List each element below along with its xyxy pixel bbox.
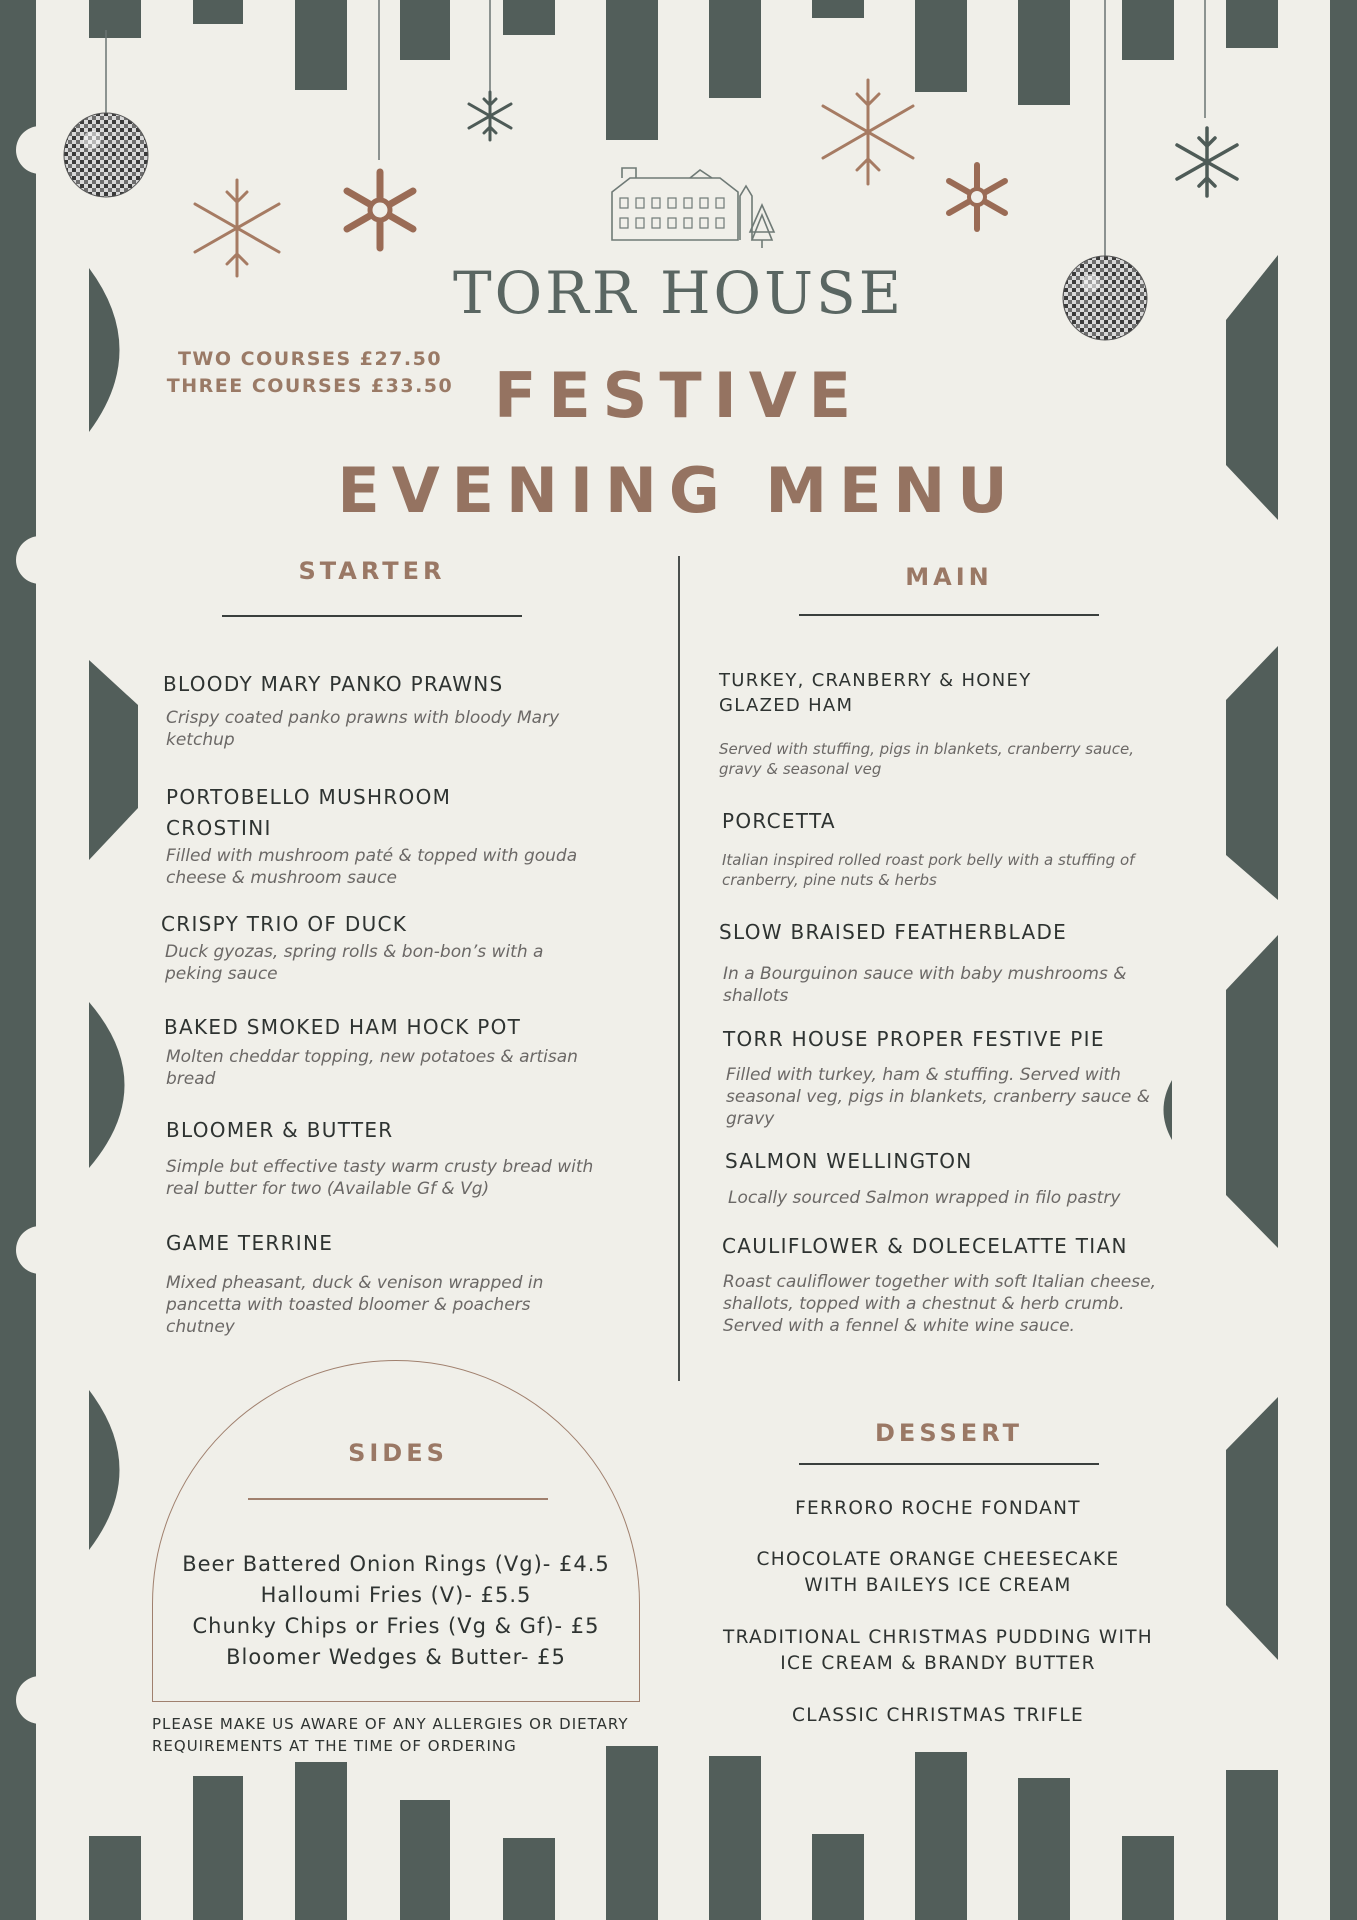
dessert-item: FERRORO ROCHE FONDANT [795,1498,1081,1519]
main-item-name: CAULIFLOWER & DOLECELATTE TIAN [722,1234,1128,1258]
starter-item-desc: Mixed pheasant, duck & venison wrapped in pancetta with toasted bloomer & poachers chutney [166,1273,544,1337]
starter-item-name: BAKED SMOKED HAM HOCK POT [164,1015,522,1039]
starter-item-name: BLOODY MARY PANKO PRAWNS [163,672,504,696]
main-item-name: PORCETTA [722,809,836,833]
allergy-note: PLEASE MAKE US AWARE OF ANY ALLERGIES OR DIETARY REQUIREMENTS AT THE TIME OF ORDERING [152,1715,629,1755]
dessert-item: CHOCOLATE ORANGE CHEESECAKE WITH BAILEYS ICE CREAM [756,1549,1120,1596]
sides-list [152,1549,640,1673]
price-three-courses: THREE COURSES £33.50 [166,375,454,397]
main-item-name: TORR HOUSE PROPER FESTIVE PIE [723,1027,1105,1051]
starter-item-name: GAME TERRINE [166,1231,334,1255]
main-heading: MAIN [905,563,993,591]
starter-item-name: BLOOMER & BUTTER [166,1118,394,1142]
starter-divider [222,615,522,617]
main-item-desc: In a Bourguinon sauce with baby mushrooms & shallots [723,964,1127,1006]
starter-heading: STARTER [298,557,446,585]
starter-item-desc: Simple but effective tasty warm crusty bread with real butter for two (Available Gf & Vg) [166,1157,594,1199]
price-two-courses: TWO COURSES £27.50 [177,348,443,370]
column-divider [678,556,680,1381]
brand-name: TORR HOUSE [452,259,905,327]
starter-item-desc: Duck gyozas, spring rolls & bon-bon’s with a peking sauce [165,942,544,984]
sides-divider [248,1498,548,1500]
snowflake-icon [823,80,913,184]
main-item-name: TURKEY, CRANBERRY & HONEY GLAZED HAM [719,670,1032,716]
main-item-desc: Roast cauliflower together with soft Italian cheese, shallots, topped with a chestnut & herb crumb. Served with a fennel & white wine sauce. [723,1272,1156,1336]
disco-ball-icon [64,113,148,197]
main-item-desc: Filled with turkey, ham & stuffing. Served with seasonal veg, pigs in blankets, cranberry sauce & gravy [726,1065,1150,1129]
dessert-divider [799,1463,1099,1465]
starter-item-desc: Filled with mushroom paté & topped with gouda cheese & mushroom sauce [166,846,578,888]
dessert-heading: DESSERT [875,1419,1023,1447]
snowflake-icon [469,92,511,140]
menu-title-line2: EVENING MENU [337,454,1020,527]
dessert-item: TRADITIONAL CHRISTMAS PUDDING WITH ICE CREAM & BRANDY BUTTER [722,1627,1154,1674]
main-item-desc: Served with stuffing, pigs in blankets, cranberry sauce, gravy & seasonal veg [719,740,1135,778]
main-item-name: SLOW BRAISED FEATHERBLADE [719,920,1068,944]
main-divider [799,614,1099,616]
main-item-name: SALMON WELLINGTON [725,1149,973,1173]
sides-item: Bloomer Wedges & Butter- £5 [226,1645,566,1669]
starter-item-name: CRISPY TRIO OF DUCK [161,912,408,936]
menu-title-line1: FESTIVE [493,359,864,432]
dessert-item: CLASSIC CHRISTMAS TRIFLE [792,1705,1084,1726]
house-icon [612,168,752,240]
sides-item: Chunky Chips or Fries (Vg & Gf)- £5 [192,1614,600,1638]
sides-item: Halloumi Fries (V)- £5.5 [260,1583,532,1607]
starter-item-desc: Molten cheddar topping, new potatoes & artisan bread [166,1047,578,1089]
christmas-tree-icon [750,205,774,248]
sides-heading: SIDES [348,1439,448,1467]
main-item-desc: Italian inspired rolled roast pork belly with a stuffing of cranberry, pine nuts & herbs [722,851,1135,889]
snowflake-icon [949,165,1005,229]
snowflake-icon [1177,128,1237,196]
snowflake-icon [347,172,413,248]
starter-item-name: PORTOBELLO MUSHROOM CROSTINI [166,785,452,840]
starter-item-desc: Crispy coated panko prawns with bloody Mary ketchup [166,708,560,750]
sides-item: Beer Battered Onion Rings (Vg)- £4.5 [182,1552,610,1576]
main-item-desc: Locally sourced Salmon wrapped in filo pastry [728,1188,1121,1208]
